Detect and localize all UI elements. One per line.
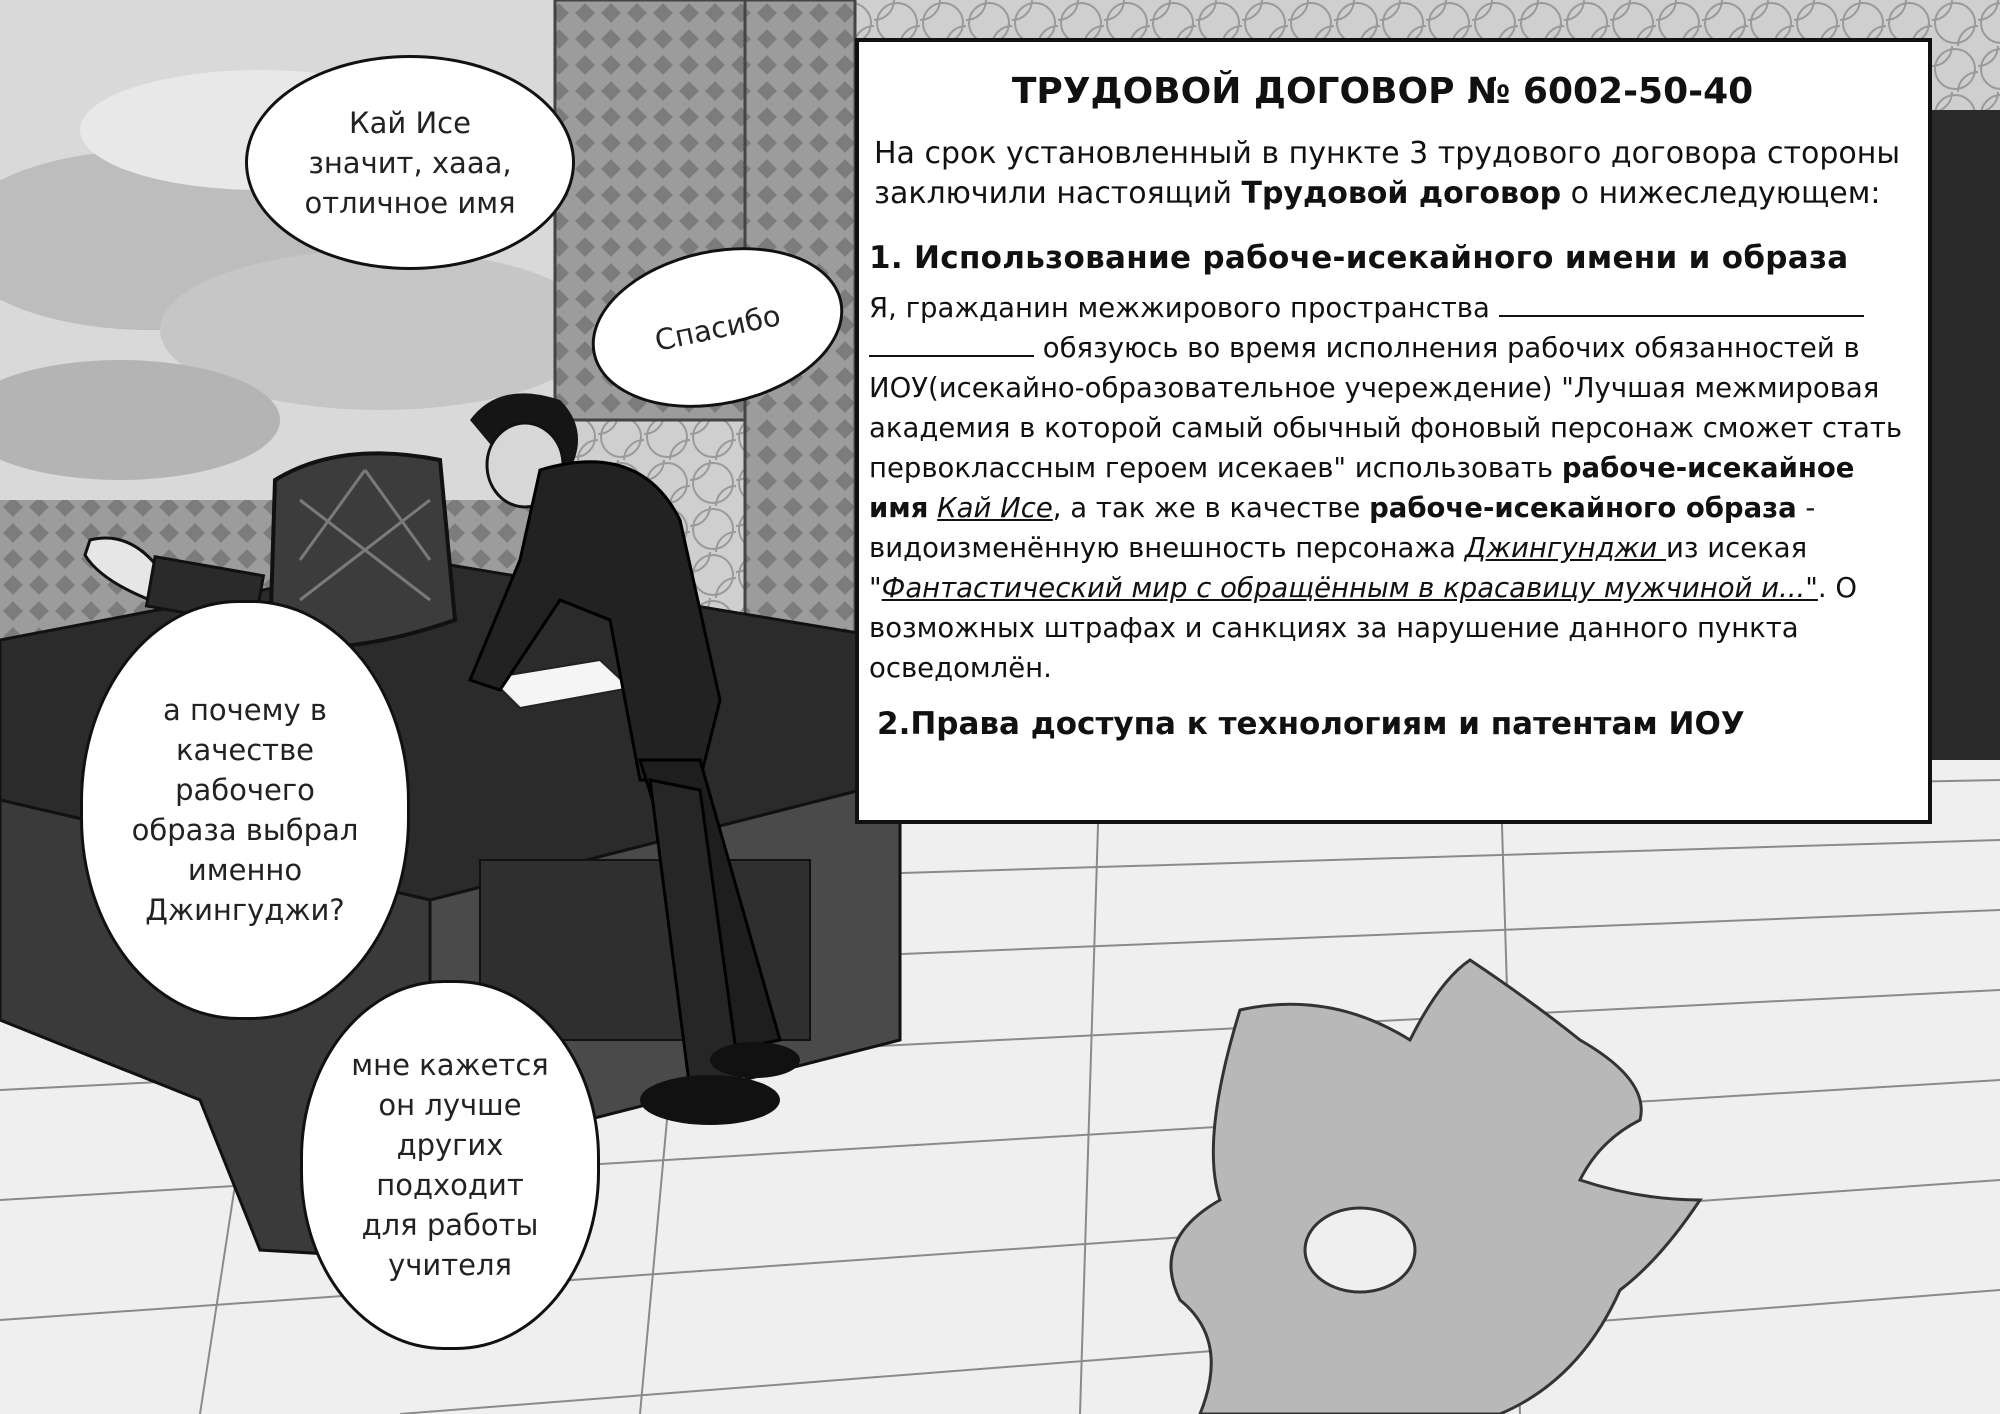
contract-section-1-title: 1. Использование рабоче-исекайного имени и образа — [869, 240, 1849, 276]
speech-bubble-kai-name — [245, 55, 575, 270]
contract-section-2-title: 2.Права доступа к технологиям и патентам ИОУ — [877, 706, 1745, 742]
speech-text-answer: мне кажется он лучше других подходит для работы учителя — [351, 1048, 549, 1282]
signature-blank-line-2[interactable] — [869, 329, 1034, 357]
contract-s1-end: . О возможных штрафах и санкциях за нарушение данного пункта осведомлён. — [869, 572, 1858, 684]
speech-bubble-why-question — [80, 600, 410, 1020]
contract-s1-mid: , а так же в качестве — [1052, 492, 1370, 524]
contract-s1-bold-image-label: рабоче-исекайного образа — [1369, 492, 1797, 524]
contract-intro — [874, 134, 1906, 214]
speech-text-why-question: а почему в качестве рабочего образа выбрал именно Джингуджи? — [131, 693, 359, 927]
contract-s1-line1: Я, гражданин межжирового пространства — [869, 292, 1499, 324]
speech-text-thanks: Спасибо — [651, 297, 784, 358]
signature-blank-line[interactable] — [1499, 289, 1864, 317]
contract-s1-mid2: - видоизменённую внешность персонажа — [869, 492, 1816, 564]
contract-s1-character: Джингунджи — [1464, 532, 1666, 564]
employment-contract — [855, 38, 1932, 824]
contract-s1-isekai-title: Фантастический мир с обращённым в красавицу мужчиной и..." — [881, 572, 1818, 604]
contract-intro-text: На срок установленный в пункте 3 трудового договора стороны заключили настоящий — [874, 136, 1901, 211]
speech-bubble-answer — [300, 980, 600, 1350]
contract-s1-bold-name-label: рабоче-исекайное имя — [869, 452, 1855, 524]
contract-s1-mid3: из исекая " — [869, 532, 1808, 604]
contract-title: ТРУДОВОЙ ДОГОВОР № 6002-50-40 — [1011, 71, 1754, 112]
contract-s1-work-name: Кай Исе — [937, 492, 1053, 524]
speech-text-kai-name: Кай Исе значит, хааа, отличное имя — [304, 105, 516, 220]
contract-intro-end: о нижеследующем: — [1561, 176, 1881, 211]
contract-s1-line2: обязуюсь во время исполнения рабочих обязанностей в ИОУ(исекайно-образовательное учереждение) "Лучшая межмировая академия в которой самый обычный фоновый персонаж сможет стать первоклассным героем исекаев" использовать — [869, 332, 1903, 484]
contract-section-1-body — [869, 288, 1906, 688]
contract-intro-bold: Трудовой договор — [1241, 176, 1562, 211]
